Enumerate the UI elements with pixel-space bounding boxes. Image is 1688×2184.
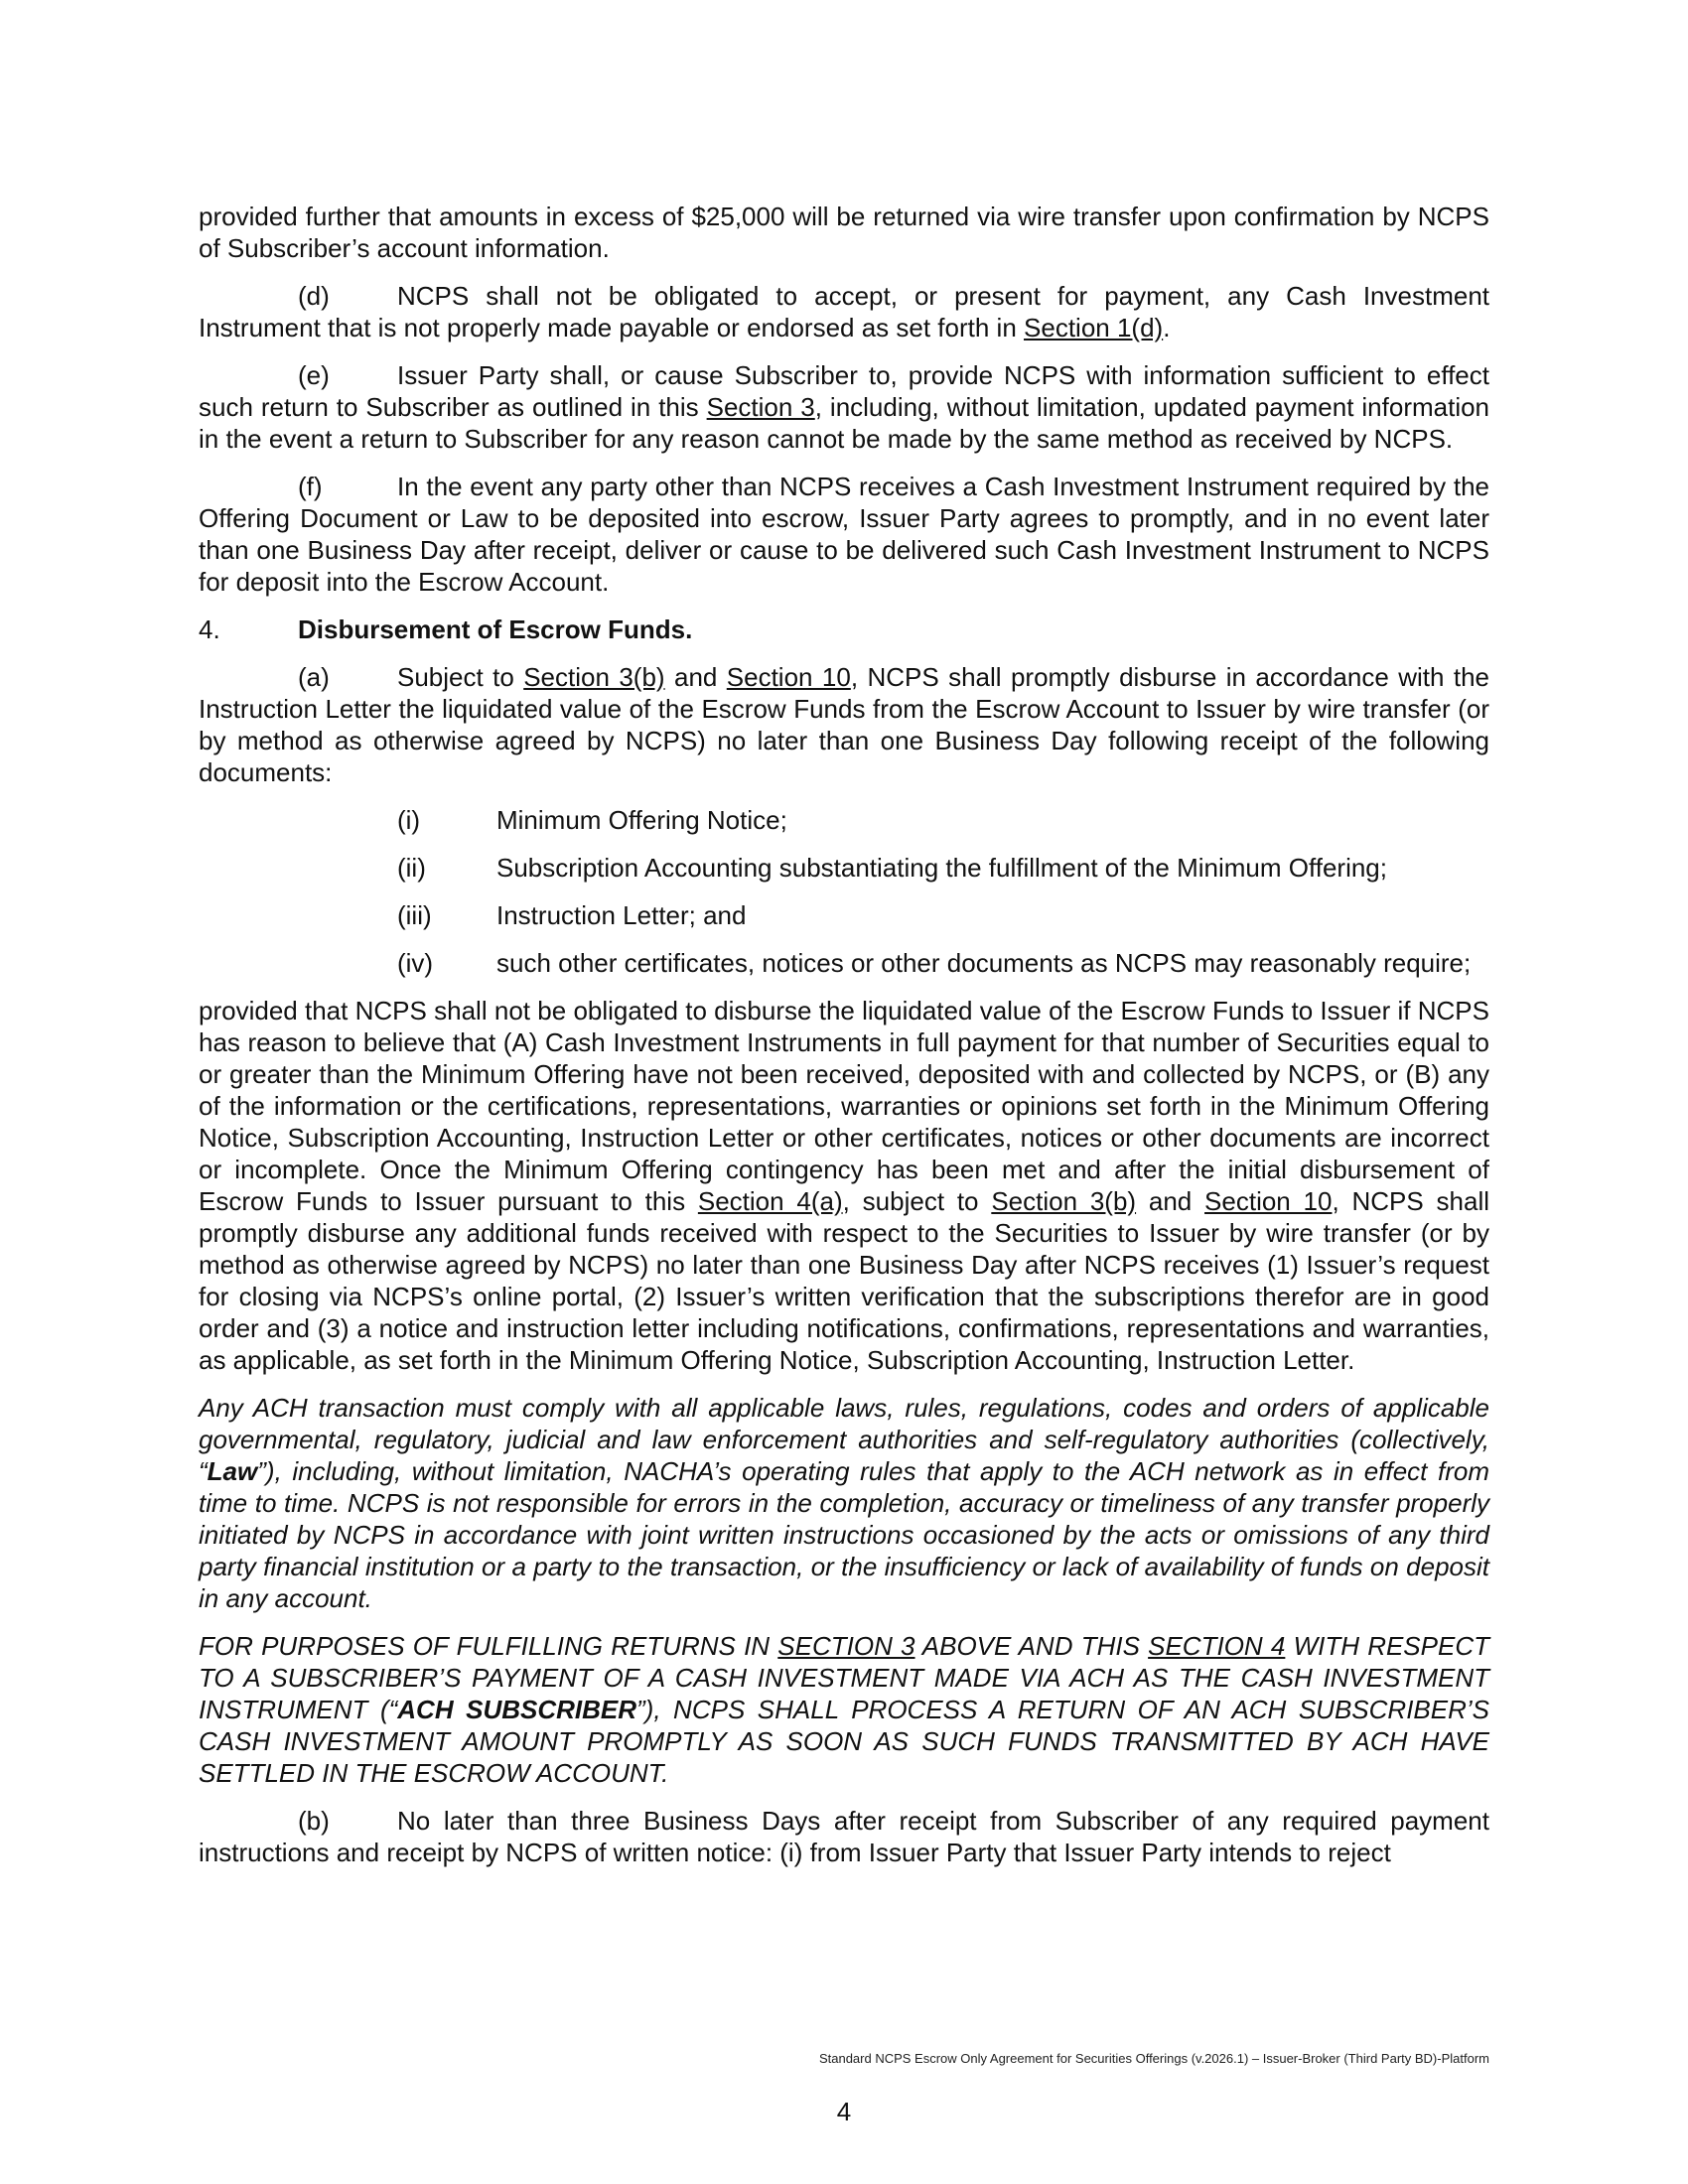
paragraph-intro: provided further that amounts in excess of $25,000 will be returned via wire transfer upon confirmation by NCPS of Subscriber’s account information. [199, 202, 1489, 263]
section-number: 4. [199, 614, 220, 644]
list-item-number: (iii) [397, 900, 432, 930]
paragraph-3f: (f) In the event any party other than NCPS receives a Cash Investment Instrument required by the Offering Document or Law to be deposited into escrow, Issuer Party agrees to promptly, and in no event later than one Business Day after receipt, deliver or cause to be delivered such Cash Investment Instrument to NCPS for deposit into the Escrow Account. [199, 472, 1489, 597]
paragraph-4a: (a) Subject to Section 3(b) and Section 10, NCPS shall promptly disburse in accordance with the Instruction Letter the liquidated value of the Escrow Funds from the Escrow Account to Issuer by wire transfer (or by method as otherwise agreed by NCPS) no later than one Business Day following receipt of the following documents: [199, 662, 1489, 787]
list-item-text: such other certificates, notices or other documents as NCPS may reasonably require; [496, 948, 1472, 978]
paragraph-ach-returns: FOR PURPOSES OF FULFILLING RETURNS IN SECTION 3 ABOVE AND THIS SECTION 4 WITH RESPECT TO A SUBSCRIBER’S PAYMENT OF A CASH INVESTMENT MADE VIA ACH AS THE CASH INVESTMENT INSTRUMENT (“ACH SUBSCRIBER”), NCPS SHALL PROCESS A RETURN OF AN ACH SUBSCRIBER’S CASH INVESTMENT AMOUNT PROMPTLY AS SOON AS SUCH FUNDS TRANSMITTED BY ACH HAVE SETTLED IN THE ESCROW ACCOUNT. [199, 1631, 1489, 1788]
section-reference-link[interactable]: Section 10 [726, 662, 851, 692]
section-reference-link[interactable]: Section 4(a) [697, 1186, 843, 1216]
list-item [397, 947, 1489, 979]
paragraph-label: (a) [298, 662, 330, 692]
section-reference-link[interactable]: Section 3(b) [991, 1186, 1137, 1216]
list-item [397, 899, 1489, 931]
paragraph-label: (f) [298, 472, 323, 501]
section-reference-link[interactable]: Section 3 [706, 392, 815, 422]
defined-term: Law [207, 1456, 258, 1486]
section-reference-link[interactable]: SECTION 4 [1148, 1631, 1286, 1661]
section-reference-link[interactable]: Section 1(d) [1024, 313, 1164, 342]
section-reference-link[interactable]: SECTION 3 [777, 1631, 915, 1661]
section-reference-link[interactable]: Section 10 [1204, 1186, 1333, 1216]
paragraph-ach-compliance: Any ACH transaction must comply with all applicable laws, rules, regulations, codes and orders of applicable governmental, regulatory, judicial and law enforcement authorities and self-regulatory authorities (collectively, “Law”), including, without limitation, NACHA’s operating rules that apply to the ACH network as in effect from time to time. NCPS is not responsible for errors in the completion, accuracy or timeliness of any transfer properly initiated by NCPS in accordance with joint written instructions occasioned by the acts or omissions of any third party financial institution or a party to the transaction, or the insufficiency or lack of availability of funds on deposit in any account. [199, 1393, 1489, 1613]
paragraph-provided: provided that NCPS shall not be obligated to disburse the liquidated value of the Escrow Funds to Issuer if NCPS has reason to believe that (A) Cash Investment Instruments in full payment for that number of Securities equal to or greater than the Minimum Offering have not been received, deposited with and collected by NCPS, or (B) any of the information or the certifications, representations, warranties or opinions set forth in the Minimum Offering Notice, Subscription Accounting, Instruction Letter or other certificates, notices or other documents are incorrect or incomplete. Once the Minimum Offering contingency has been met and after the initial disbursement of Escrow Funds to Issuer pursuant to this Section 4(a), subject to Section 3(b) and Section 10, NCPS shall promptly disburse any additional funds received with respect to the Securities to Issuer by wire transfer (or by method as otherwise agreed by NCPS) no later than one Business Day after NCPS receives (1) Issuer’s request for closing via NCPS’s online portal, (2) Issuer’s written verification that the subscriptions therefor are in good order and (3) a notice and instruction letter including notifications, confirmations, representations and warranties, as applicable, as set forth in the Minimum Offering Notice, Subscription Accounting, Instruction Letter. [199, 996, 1490, 1375]
list-item-text: Subscription Accounting substantiating the fulfillment of the Minimum Offering; [496, 853, 1387, 883]
paragraph-3d: (d) NCPS shall not be obligated to accept, or present for payment, any Cash Investment Instrument that is not properly made payable or endorsed as set forth in Section 1(d). [199, 281, 1489, 342]
list-item-text: Instruction Letter; and [496, 900, 747, 930]
paragraph-label: (d) [298, 281, 330, 311]
paragraph-label: (b) [298, 1806, 330, 1836]
list-item-number: (iv) [397, 948, 434, 978]
page-footer: Standard NCPS Escrow Only Agreement for Securities Offerings (v.2026.1) – Issuer-Broker (Third Party BD)-Platform [818, 2051, 1489, 2066]
list-item [397, 804, 1489, 836]
section-title: Disbursement of Escrow Funds. [298, 614, 693, 644]
paragraph-3e: (e) Issuer Party shall, or cause Subscriber to, provide NCPS with information sufficient to effect such return to Subscriber as outlined in this Section 3, including, without limitation, updated payment information in the event a return to Subscriber for any reason cannot be made by the same method as received by NCPS. [199, 360, 1490, 454]
list-item-text: Minimum Offering Notice; [496, 805, 787, 835]
defined-term: ACH SUBSCRIBER [397, 1695, 637, 1724]
section-heading [199, 614, 1489, 645]
list-item-number: (ii) [397, 853, 426, 883]
paragraph-label: (e) [298, 360, 330, 390]
list-item-number: (i) [397, 805, 421, 835]
document-page [199, 201, 1489, 1884]
paragraph-4b: (b) No later than three Business Days after receipt from Subscriber of any required payment instructions and receipt by NCPS of written notice: (i) from Issuer Party that Issuer Party intends to reject [199, 1806, 1489, 1867]
page-number: 4 [836, 2097, 852, 2126]
section-reference-link[interactable]: Section 3(b) [523, 662, 665, 692]
list-item [397, 852, 1489, 884]
